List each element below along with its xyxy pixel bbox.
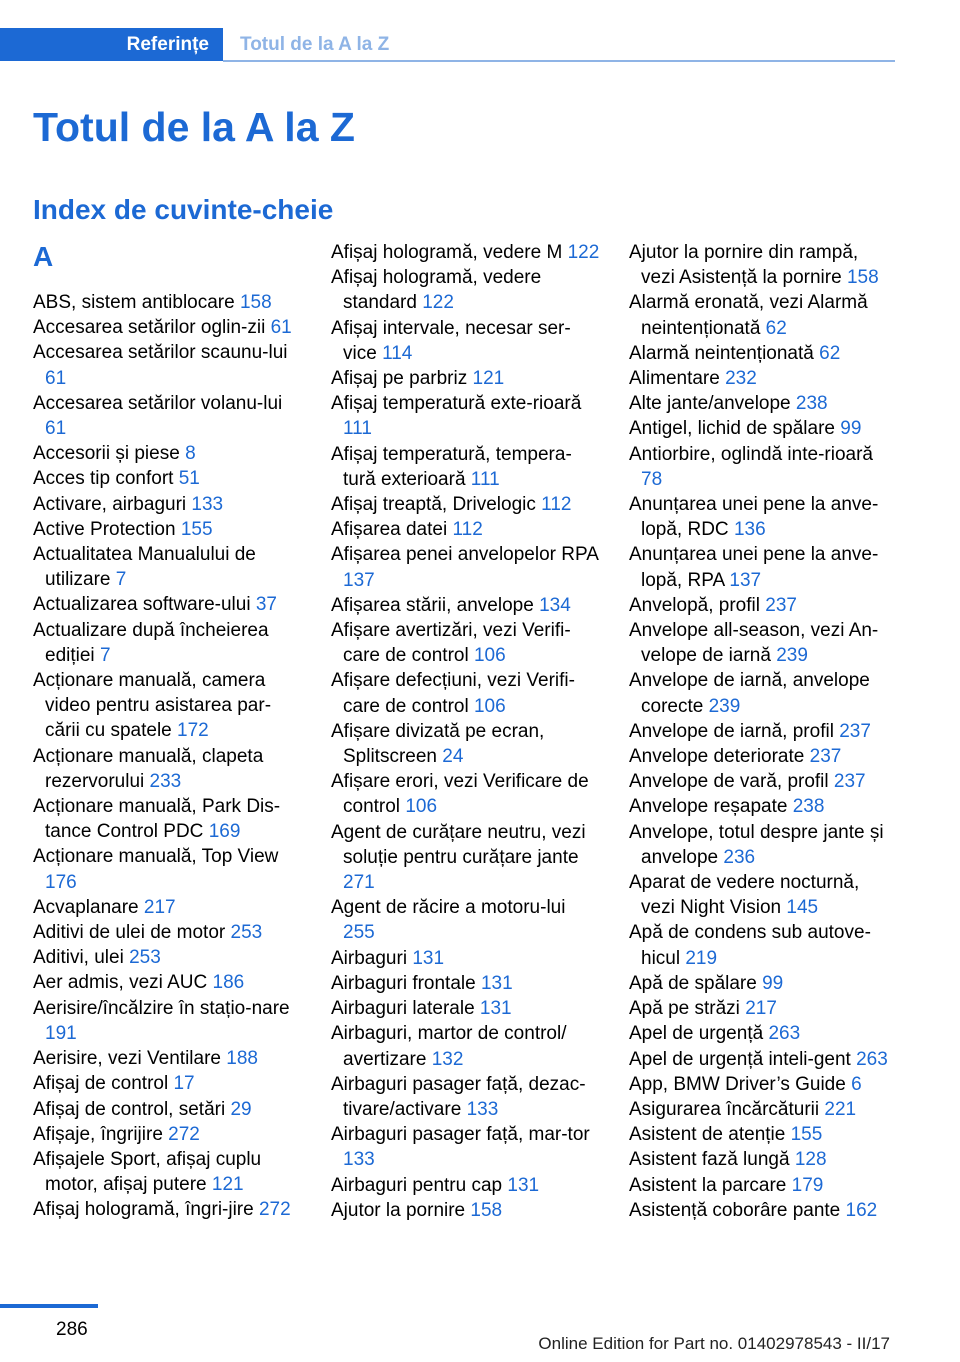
index-page-link[interactable]: 158 [846,267,879,289]
index-page-link[interactable]: 155 [790,1124,823,1146]
index-entry-text: Aditivi, ulei [33,947,124,969]
index-entry-text: Anvelope, totul despre jante și anvelope [629,821,884,868]
index-entry [33,315,303,340]
index-entry [33,945,303,970]
index-entry [331,719,601,769]
index-entry-text: Acționare manuală, Top View [33,846,279,868]
index-entry-text: Airbaguri [331,947,408,969]
index-page-link[interactable]: 131 [480,972,513,994]
index-page-link[interactable]: 145 [786,897,819,919]
index-entry [629,1097,895,1122]
index-letter-heading: A [33,241,54,272]
index-entry-text: Airbaguri pasager față, dezac-tivare/activare [331,1073,586,1120]
index-entry [629,542,895,592]
index-entry-text: Alte jante/anvelope [629,393,791,415]
index-entry-text: Apel de urgență inteli-gent [629,1048,851,1070]
index-entry [331,542,601,592]
index-entry [629,1072,895,1097]
index-page-link[interactable]: 7 [115,569,127,591]
index-entry [331,1198,601,1223]
index-entry-text: Actualizarea software-ului [33,594,251,616]
index-entry-text: Afișaj hologramă, vedere M [331,242,563,263]
index-entry [331,769,601,819]
index-page-link[interactable]: 121 [472,368,505,390]
index-entry [33,1071,303,1096]
index-page-link[interactable]: 99 [840,418,862,440]
index-entry-text: Ajutor la pornire [331,1199,466,1221]
index-entry-text: Afișaj hologramă, vedere standard [331,267,542,314]
index-page-link[interactable]: 51 [178,468,200,490]
index-entry [629,1173,895,1198]
top-header [0,0,895,62]
index-entry [331,391,601,441]
index-entry [629,416,895,441]
index-entry-text: Airbaguri pasager față, mar-tor [331,1124,590,1146]
index-entry-text: Acces tip confort [33,468,174,490]
index-entry-text: Asigurarea încărcăturii [629,1098,820,1120]
index-page-link[interactable]: 114 [382,342,413,364]
index-entry [33,1122,303,1147]
index-entry [33,592,303,617]
index-entry-text: Acționare manuală, clapeta rezervorului [33,745,264,792]
footer-edition: Online Edition for Part no. 01402978543 - II/17 [538,1334,890,1353]
index-entry-text: Agent de răcire a motoru-lui [331,897,566,919]
index-entry [629,820,895,870]
index-page-link[interactable]: 217 [143,896,176,918]
index-page-link[interactable]: 112 [452,519,483,541]
index-entry-text: Afișaj hologramă, îngri-jire [33,1199,254,1221]
index-entry [33,618,303,668]
index-entry-text: Asistent fază lungă [629,1149,790,1171]
index-page-link[interactable]: 176 [45,871,77,893]
index-entry [331,1021,601,1071]
index-entry-text: Acționare manuală, Park Dis-tance Control PDC [33,796,281,843]
index-entry [33,1097,303,1122]
index-entry-text: Afișaj de control [33,1073,169,1095]
header-divider [223,60,895,62]
index-entry-text: Apel de urgență [629,1023,764,1045]
index-entry [629,1047,895,1072]
index-page-link[interactable]: 155 [180,518,213,540]
tab-totul-de-la-a-la-z[interactable]: Totul de la A la Z [240,34,390,55]
index-entry [629,391,895,416]
index-entry-text: Aerisire, vezi Ventilare [33,1048,221,1070]
index-entry [629,870,895,920]
index-entry-text: Afișaj temperatură exte-rioară [331,393,582,415]
index-entry-text: Afișaj intervale, necesar ser-vice [331,317,571,364]
index-entry-text: Anvelope reșapate [629,796,788,818]
index-entry [629,668,895,718]
index-entry-text: Aparat de vedere nocturnă, vezi Night Vision [629,872,860,919]
index-page-link[interactable]: 7 [99,644,111,666]
index-page-link[interactable]: 62 [819,342,841,364]
index-entry-text: Accesarea setărilor oglin-zii [33,317,266,339]
index-entry-text: Afișare defecțiuni, vezi Verifi-care de control [331,670,575,717]
index-page-link[interactable]: 17 [173,1073,195,1095]
index-page-link[interactable]: 158 [470,1199,503,1221]
index-entry-text: Actualizare după încheierea ediției [33,619,269,666]
index-page-link[interactable]: 133 [191,493,224,515]
index-entry [33,970,303,995]
index-page-link[interactable]: 61 [45,418,67,440]
index-entry-text: Acționare manuală, camera video pentru asistarea par-cării cu spatele [33,670,272,742]
index-entry [331,1122,601,1172]
index-entry-text: ABS, sistem antiblocare [33,292,235,313]
index-entry [33,996,303,1046]
index-entry-text: Accesorii și piese [33,443,180,465]
index-page-link[interactable]: 134 [539,594,571,616]
index-entry [33,1147,303,1197]
index-entry [629,996,895,1021]
index-page-link[interactable]: 221 [824,1098,857,1120]
index-entry-text: Asistent la parcare [629,1174,787,1196]
index-page-link[interactable]: 217 [745,998,777,1020]
index-entry [33,744,303,794]
index-entry [629,442,895,492]
index-entry [629,744,895,769]
index-page-link[interactable]: 61 [45,367,67,389]
index-entry-text: Afișajele Sport, afișaj cuplu motor, afișaj putere [33,1148,262,1196]
index-entry [33,340,303,390]
index-entry [331,1072,601,1122]
index-entry [629,1198,895,1223]
index-page-link[interactable]: 158 [239,292,272,313]
index-page-link[interactable]: 179 [791,1174,824,1196]
index-entry-text: Anvelopă, profil [629,594,760,616]
index-page-link[interactable]: 122 [422,292,454,314]
index-entry [331,895,601,945]
index-entry-text: Anunțarea unei pene la anve-lopă, RDC [629,494,879,541]
index-page-link[interactable]: 239 [776,645,808,667]
index-page-link[interactable]: 232 [725,368,757,390]
index-page-link[interactable]: 131 [507,1174,540,1196]
index-entry-text: Afișaje, îngrijire [33,1123,163,1145]
index-page-link[interactable]: 263 [856,1048,888,1070]
index-page-link[interactable]: 253 [230,922,263,944]
index-entry-text: Anvelope all-season, vezi An-velope de iarnă [629,620,879,667]
index-page-link[interactable]: 162 [845,1199,878,1221]
index-page-link[interactable]: 132 [431,1048,464,1070]
index-entry [331,492,601,517]
index-entry [331,265,601,315]
index-page-link[interactable]: 8 [185,443,196,465]
index-entry [331,820,601,896]
index-entry-text: Afișaj treaptă, Drivelogic [331,494,536,516]
index-page-link[interactable]: 239 [708,695,741,717]
index-entry [331,996,601,1021]
index-entry-text: Apă de spălare [629,972,757,994]
index-entry [629,341,895,366]
index-entry [629,593,895,618]
index-entry-text: Afișare divizată pe ecran, Splitscreen [331,720,545,768]
index-page-link[interactable]: 233 [149,770,182,792]
index-page-link[interactable]: 238 [792,796,825,818]
index-page-link[interactable]: 128 [794,1149,827,1171]
index-page-link[interactable]: 37 [255,594,277,616]
index-entry-text: Apă de condens sub autove-hicul [629,922,871,969]
index-entry-text: Alarmă eronată, vezi Alarmă neintenționată [629,292,868,339]
index-entry [33,517,303,542]
index-page-link[interactable]: 131 [479,998,512,1020]
index-entry-text: Antiorbire, oglindă inte-rioară [629,443,873,465]
index-page-link[interactable]: 133 [466,1098,499,1120]
index-entry-text: Activare, airbaguri [33,493,187,515]
index-page-link[interactable]: 133 [343,1149,375,1171]
index-entry-text: Antigel, lichid de spălare [629,418,835,440]
index-page-link[interactable]: 237 [765,594,797,616]
index-entry [33,290,303,315]
index-page-link[interactable]: 188 [226,1048,258,1070]
index-entry-text: Afișarea datei [331,519,448,541]
index-entry [33,1197,303,1222]
index-page-link[interactable]: 253 [129,947,161,969]
index-page-link[interactable]: 238 [795,393,828,415]
index-entry-text: Anvelope de vară, profil [629,771,829,793]
index-entry-text: Asistență coborâre pante [629,1199,841,1221]
index-entry [331,668,601,718]
index-entry [331,946,601,971]
index-entry [33,668,303,744]
index-page-link[interactable]: 131 [412,947,445,969]
index-entry [629,618,895,668]
index-entry [629,794,895,819]
index-entry [33,492,303,517]
index-entry [629,1021,895,1046]
index-page-link[interactable]: 272 [168,1123,200,1145]
index-entry [331,618,601,668]
index-entry-text: Airbaguri frontale [331,972,476,994]
index-page-link[interactable]: 186 [212,972,245,994]
index-entry [33,794,303,844]
index-entry [331,316,601,366]
index-page-link[interactable]: 219 [685,947,718,969]
index-entry-text: Active Protection [33,518,176,540]
index-entry [629,719,895,744]
index-entry [33,391,303,441]
index-entry-text: Airbaguri pentru cap [331,1174,503,1196]
index-entry [629,366,895,391]
index-entry-text: Aer admis, vezi AUC [33,972,208,994]
index-page-link[interactable]: 78 [641,468,663,490]
index-entry [629,240,895,290]
index-entry-text: Accesarea setărilor volanu-lui [33,392,283,414]
index-page-link[interactable]: 61 [270,317,292,339]
index-column-3 [629,240,895,1223]
index-entry [629,971,895,996]
index-page-link[interactable]: 237 [809,746,842,768]
index-entry [33,466,303,491]
index-page-link[interactable]: 6 [851,1073,862,1095]
index-entry [629,492,895,542]
index-page-link[interactable]: 106 [473,645,506,667]
index-entry-text: Afișare avertizări, vezi Verifi-care de control [331,620,571,667]
index-page-link[interactable]: 169 [208,821,241,843]
page-subtitle: Index de cuvinte-cheie [33,194,334,225]
index-entry [33,1046,303,1071]
index-entry-text: Afișare erori, vezi Verificare de control [331,771,589,818]
page-title: Totul de la A la Z [33,104,355,150]
index-entry-text: Apă pe străzi [629,998,740,1020]
index-entry-text: Afișaj temperatură, tempera-tură exterioară [331,443,572,490]
index-entry-text: Airbaguri laterale [331,998,475,1020]
index-page-link[interactable]: 24 [442,746,464,768]
index-entry [331,366,601,391]
index-entry-text: Aditivi de ulei de motor [33,922,226,944]
index-entry [331,971,601,996]
index-entry-text: Afișaj de control, setări [33,1098,226,1120]
index-entry-text: Asistent de atenție [629,1124,786,1146]
index-entry [331,442,601,492]
index-entry-text: Agent de curățare neutru, vezi soluție pentru curățare jante [331,821,586,868]
index-entry-text: Anvelope de iarnă, anvelope corecte [629,670,870,717]
footer-accent-bar [0,1304,98,1308]
index-page-link[interactable]: 99 [762,972,784,994]
index-entry [33,895,303,920]
index-entry-text: Alarmă neintenționată [629,342,814,364]
index-entry-text: Acvaplanare [33,896,139,918]
index-page-link[interactable]: 237 [833,771,866,793]
index-entry [331,517,601,542]
index-page-link[interactable]: 111 [343,418,372,440]
index-page-link[interactable]: 121 [211,1174,244,1196]
index-entry-text: App, BMW Driver’s Guide [629,1073,846,1095]
index-entry-text: Afișaj pe parbriz [331,368,468,390]
index-entry [33,844,303,894]
index-entry [629,1122,895,1147]
index-page-link[interactable]: 62 [765,317,787,339]
index-entry [331,240,601,265]
index-page-link[interactable]: 271 [343,872,375,894]
page-number: 286 [56,1319,88,1340]
index-entry-text: Actualitatea Manualului de utilizare [33,544,256,591]
index-column-2 [331,240,601,1223]
index-page-link[interactable]: 112 [541,494,572,516]
index-entry [33,542,303,592]
index-entry [33,920,303,945]
index-entry [629,769,895,794]
index-entry [629,1147,895,1172]
index-entry [331,593,601,618]
index-page-link[interactable]: 111 [470,468,500,490]
index-entry [629,920,895,970]
index-page-link[interactable]: 137 [343,569,375,591]
index-page-link[interactable]: 106 [473,695,506,717]
index-page-link[interactable]: 255 [343,922,375,944]
index-page-link[interactable]: 122 [567,242,600,263]
index-page-link[interactable]: 137 [729,569,762,591]
index-page-link[interactable]: 272 [258,1199,291,1221]
index-entry-text: Accesarea setărilor scaunu-lui [33,342,288,364]
index-entry-text: Afișarea stării, anvelope [331,594,534,616]
index-entry [33,441,303,466]
index-entry-text: Ajutor la pornire din rampă, vezi Asistență la pornire [629,242,859,289]
index-column-1 [33,240,303,1223]
index-entry [331,1173,601,1198]
index-page-link[interactable]: 237 [839,720,871,742]
index-entry-text: Alimentare [629,368,720,390]
index-entry-text: Anunțarea unei pene la anve-lopă, RPA [629,544,879,591]
index-entry-text: Afișarea penei anvelopelor RPA [331,544,598,566]
index-entry-text: Airbaguri, martor de control/ avertizare [331,1023,567,1070]
index-entry-text: Anvelope deteriorate [629,746,805,768]
index-page-link[interactable]: 136 [733,519,766,541]
tab-referinte[interactable]: Referințe [0,28,223,61]
index-page-link[interactable]: 236 [723,846,756,868]
index-entry-text: Anvelope de iarnă, profil [629,720,834,742]
index-entry-text: Aerisire/încălzire în stațio-nare [33,997,290,1019]
index-entry [629,290,895,340]
index-page-link[interactable]: 106 [405,796,438,818]
index-page-link[interactable]: 191 [45,1022,77,1044]
index-page-link[interactable]: 172 [177,720,209,742]
index-page-link[interactable]: 263 [768,1023,801,1045]
index-page-link[interactable]: 29 [230,1098,252,1120]
